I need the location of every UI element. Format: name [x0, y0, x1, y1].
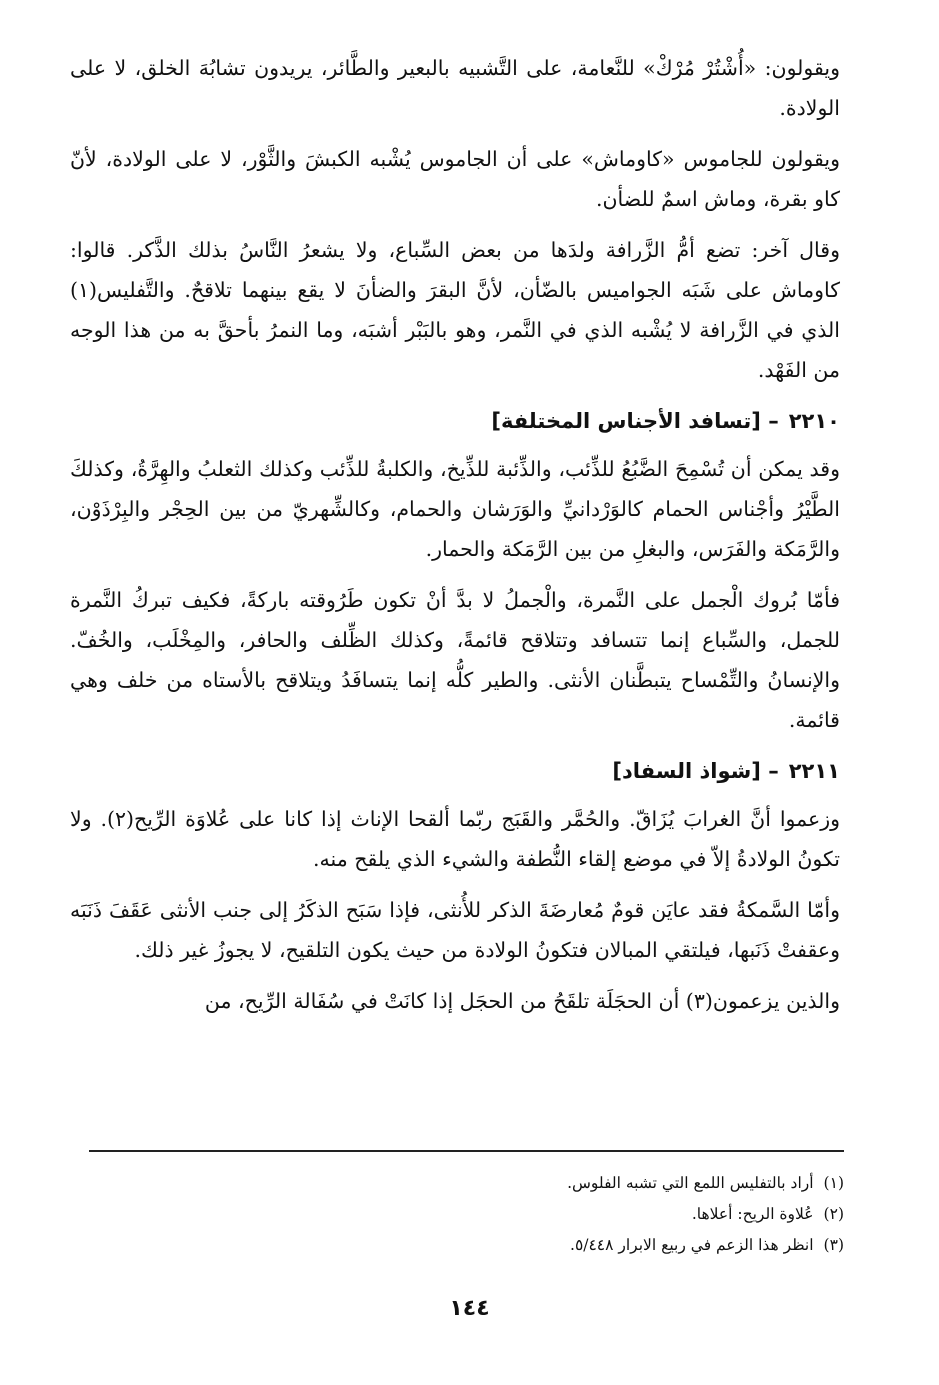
section-title: – [تسافد الأجناس المختلفة] — [491, 409, 779, 433]
section-heading-2211 — [70, 751, 840, 791]
paragraph-hybrid-mating: وقد يمكن أن تُسْمِحَ الضَّبُعُ للذِّئب، والذِّئبة للذِّيخ، والكلبةُ للذِّئب وكذلك الثعلبُ والهِرَّةُ، وكذلكَ الطَّيْرُ وأجْناس الحمام كالوَرْدانيِّ والوَرَشان والحمام، وكالشِّهريّ من بين الحِجْر والبِرْذَوْن، والرَّمَكة والفَرَس، والبغلِ من بين الرَّمَكة والحمار. — [70, 457, 840, 561]
paragraph-ostrich: ويقولون: «أُشْتُرْ مُرْكْ» للنَّعامة، على التَّشبيه بالبعير والطَّائر، يريدون تشابُهَ الخلق، لا على الولادة. — [70, 56, 840, 120]
section-heading-2210 — [70, 401, 840, 441]
paragraph-giraffe: وقال آخر: تضع أمُّ الزَّرافة ولدَها من بعض السِّباع، ولا يشعرُ النَّاسُ بذلك الذَّكر. قالوا: كاوماش على شَبَه الجواميس بالضّأن، لأنَّ البقرَ والضأنَ لا يقع بينهما تلاقحٌ. والتَّفليس(١) الذي في الزَّرافة لا يُشْبه الذي في النَّمر، وهو بالبَبْر أشبَه، وما النمرُ بأحقَّ به من هذا الوجه من الفَهْد. — [70, 238, 840, 382]
footnote-number: (٣) — [823, 1236, 844, 1254]
paragraph-camel-mating: فأمّا بُروك الْجمل على النَّمرة، والْجملُ لا بدَّ أنْ تكون طَرُوقته باركةً، فكيف تبركُ النَّمرة للجمل، والسِّباع إنما تتسافد وتتلاقح قائمةً، وكذلك الظِّلف والحافر، والمِخْلَب، والخُفّ. والإنسانُ والتِّمْساح يتبطَّنان الأنثى. والطير كلُّه إنما يتسافَدُ ويتلاقح بالأستاه من خلف وهي قائمة. — [70, 588, 840, 732]
footnote-item — [89, 1199, 844, 1230]
paragraph-crow: وزعموا أنَّ الغرابَ يُزَاقّ. والحُمَّر والقَبَج ربّما ألقحا الإناث إذا كانا على عُلاوَة الرِّيح(٢). ولا تكونُ الولادةُ إلاّ في موضع إلقاء النُّطفة والشيء الذي يلقح منه. — [70, 807, 841, 871]
section-title: – [شواذ السفاد] — [612, 759, 779, 783]
footnote-text: انظر هذا الزعم في ربيع الابرار ٥/٤٤٨. — [570, 1236, 814, 1254]
paragraph-fish: وأمّا السَّمكةُ فقد عايَن قومٌ مُعارضَةَ الذكر للأُنثى، فإذا سَبَح الذكَرُ إلى جنب الأنثى عَقَفَ ذَنَبَه وعقفتْ ذَنَبها، فيلتقي المبالان فتكونُ الولادة من حيث يكون التلقيح، لا يجوزُ غير ذلك. — [70, 898, 840, 962]
footnotes — [89, 1168, 844, 1261]
paragraph-buffalo: ويقولون للجاموس «كاوماش» على أن الجاموس يُشْبه الكبشَ والثَّوْر، لا على الولادة، لأنّ كاو بقرة، وماش اسمٌ للضأن. — [70, 147, 840, 211]
page-number: ١٤٤ — [449, 1296, 490, 1321]
footnote-text: عُلاوة الريح: أعلاها. — [691, 1205, 814, 1223]
section-number: ٢٢١١ — [788, 759, 840, 783]
footnote-item — [89, 1230, 844, 1261]
page-body — [70, 48, 840, 1032]
footnote-text: أراد بالتفليس اللمع التي تشبه الفلوس. — [567, 1174, 814, 1192]
paragraph-partridge: والذين يزعمون(٣) أن الحجَلَة تلقَحُ من الحجَل إذا كانَتْ في سُفَالة الرِّيح، من — [204, 989, 840, 1013]
footnote-item — [89, 1168, 844, 1199]
footnote-number: (١) — [823, 1174, 844, 1192]
footnote-divider — [89, 1150, 844, 1152]
footnote-number: (٢) — [823, 1205, 844, 1223]
section-number: ٢٢١٠ — [788, 409, 840, 433]
